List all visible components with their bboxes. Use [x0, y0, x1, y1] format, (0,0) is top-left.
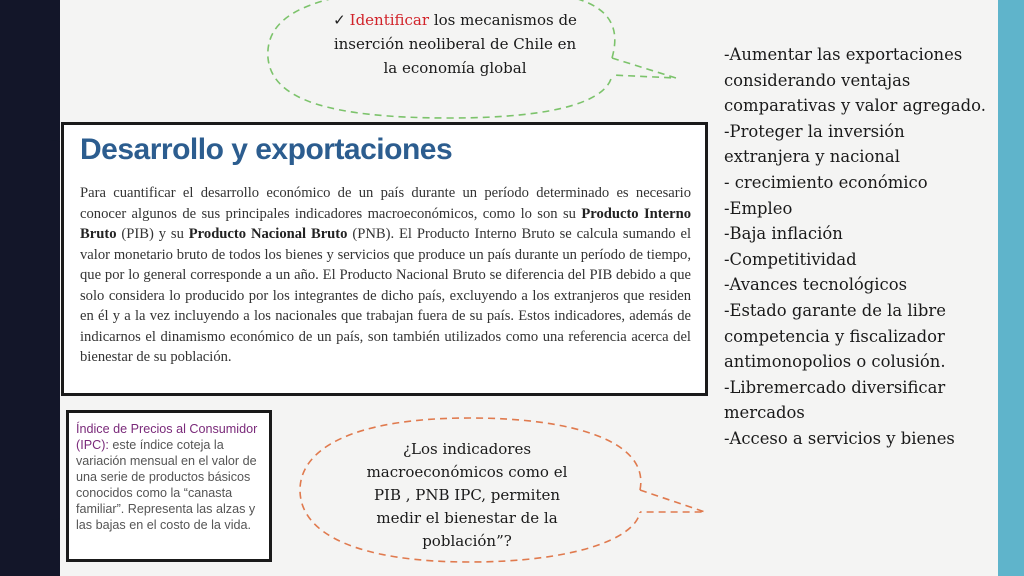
term-pib: Producto Interno Bruto [80, 205, 692, 242]
list-item: -Libremercado diversificar mercados [724, 377, 946, 423]
term-pnb: Producto Nacional Bruto [188, 226, 348, 242]
list-item: -Acceso a servicios y bienes [724, 428, 955, 448]
list-item: -Baja inflación [724, 224, 843, 244]
objective-text: los mecanismos de inserción neoliberal de Chile en la economía global [333, 11, 577, 77]
checkmark-icon: ✓ [333, 11, 346, 29]
list-item: - crecimiento económico [724, 172, 928, 192]
paragraph-segment: (PIB) y su [116, 226, 189, 242]
list-item: -Avances tecnológicos [724, 275, 907, 295]
document-paragraph [80, 183, 691, 368]
document-title: Desarrollo y exportaciones [80, 133, 453, 166]
ipc-text: este índice coteja la variación mensual en el valor de una serie de productos básicos conocidos como la “canasta familiar”. Representa las alzas y las bajas en el costo de la vida. [76, 438, 257, 532]
ipc-term: Índice de Precios al Consumidor (IPC): [76, 422, 258, 452]
list-item: -Aumentar las exportaciones considerando ventajas comparativas y valor agregado. [724, 45, 986, 116]
document-excerpt [61, 122, 708, 396]
list-item: -Competitividad [724, 249, 857, 269]
measures-list [724, 42, 994, 452]
list-item: -Estado garante de la libre competencia y fiscalizador antimonopolios o colusión. [724, 300, 946, 372]
callout-question: ¿Los indicadores macroeconómicos como el PIB , PNB IPC, permiten medir el bienestar de la población”? [366, 440, 568, 550]
callout-objective [330, 8, 580, 80]
objective-highlight: Identificar [349, 11, 430, 29]
right-accent-band [998, 0, 1024, 576]
list-item: -Proteger la inversión extranjera y nacional [724, 121, 905, 167]
list-item: -Empleo [724, 198, 793, 218]
paragraph-segment: (PNB). El Producto Interno Bruto se calcula sumando el valor monetario bruto de todos los bienes y servicios que produce un país durante un período de tiempo, que por lo general corresponde a un año. El Producto Nacional Bruto se diferencia del PIB debido a que solo considera lo producido por los integrantes de dicho país, excluyendo a los extranjeros que residen en él y a la vez incluyendo a los nacionales que trabajan fuera de su país. Estos indicadores, además de indicarnos el dinamismo económico de un país, son también utilizados como una referencia acerca del bienestar de su población. [80, 226, 692, 365]
paragraph-segment: Para cuantificar el desarrollo económico de un país durante un período determinado es necesario conocer algunos de sus principales indicadores macroeconómicos, como lo son su [80, 185, 691, 222]
ipc-definition-box [66, 410, 272, 562]
left-decorative-band [0, 0, 60, 576]
